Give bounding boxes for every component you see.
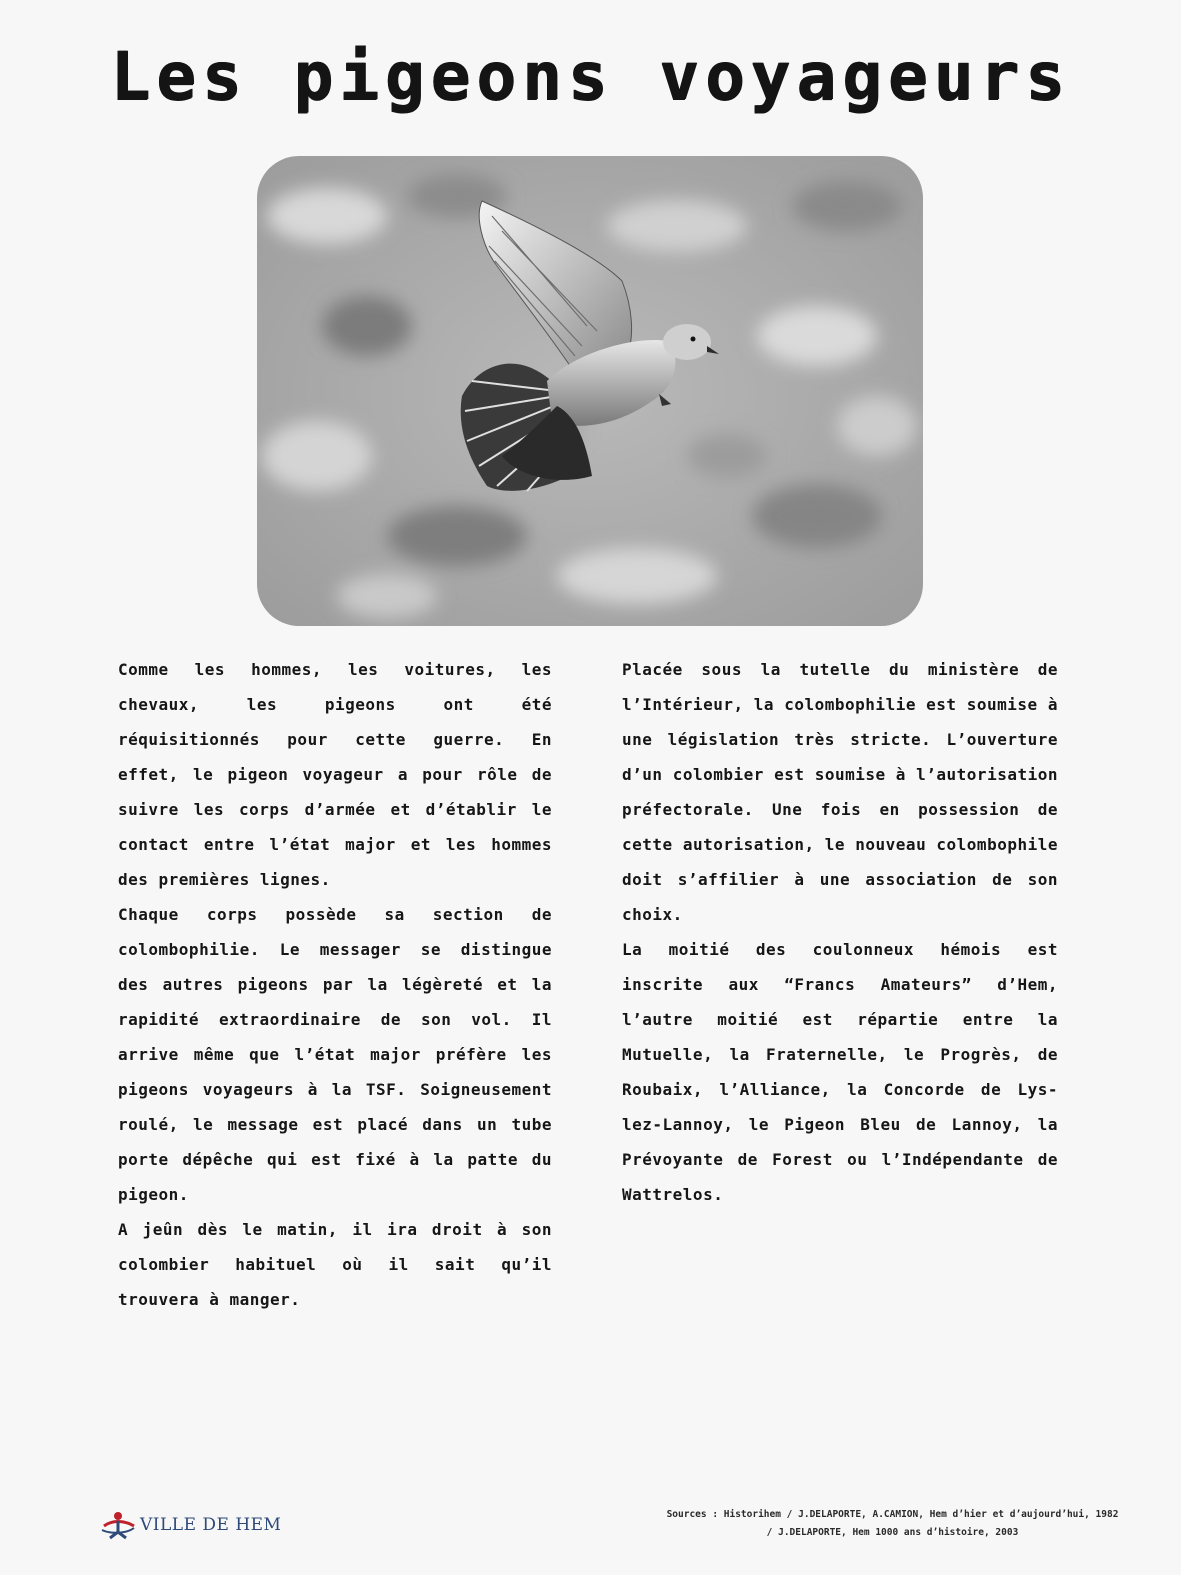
logo-text: VILLE DE HEM	[140, 1515, 282, 1535]
right-text-column	[622, 652, 1058, 1212]
sources-line: / J.DELAPORTE, Hem 1000 ans d’histoire, 2003	[766, 1527, 1019, 1538]
page-title: Les pigeons voyageurs	[110, 38, 1071, 115]
sources-line: Sources : Historihem / J.DELAPORTE, A.CAMION, Hem d’hier et d’aujourd’hui, 1982	[666, 1509, 1119, 1520]
pigeon-photo	[257, 156, 923, 626]
paragraph: Placée sous la tutelle du ministère de l’Intérieur, la colombophilie est soumise à une législation très stricte. L’ouverture d’un colombier est soumise à l’autorisation préfectorale. Une fois en possession de cette autorisation, le nouveau colombophile doit s’affilier à une association de son choix.	[622, 660, 1058, 924]
paragraph: Chaque corps possède sa section de colombophilie. Le messager se distingue des autres pigeons par la légèreté et la rapidité extraordinaire de son vol. Il arrive même que l’état major préfère les pigeons voyageurs à la TSF. Soigneusement roulé, le message est placé dans un tube porte dépêche qui est fixé à la patte du pigeon.	[118, 905, 552, 1204]
sources-note	[620, 1506, 1165, 1542]
paragraph: A jeûn dès le matin, il ira droit à son colombier habituel où il sait qu’il trouvera à manger.	[118, 1220, 552, 1309]
ville-de-hem-logo	[100, 1508, 281, 1542]
hem-emblem-icon	[100, 1510, 136, 1540]
paragraph: La moitié des coulonneux hémois est inscrite aux “Francs Amateurs” d’Hem, l’autre moitié est répartie entre la Mutuelle, la Fraternelle, le Progrès, de Roubaix, l’Alliance, la Concorde de Lys-lez-Lannoy, le Pigeon Bleu de Lannoy, la Prévoyante de Forest ou l’Indépendante de Wattrelos.	[622, 940, 1058, 1204]
left-text-column	[118, 652, 552, 1317]
paragraph: Comme les hommes, les voitures, les chevaux, les pigeons ont été réquisitionnés pour cette guerre. En effet, le pigeon voyageur a pour rôle de suivre les corps d’armée et d’établir le contact entre l’état major et les hommes des premières lignes.	[118, 660, 552, 889]
